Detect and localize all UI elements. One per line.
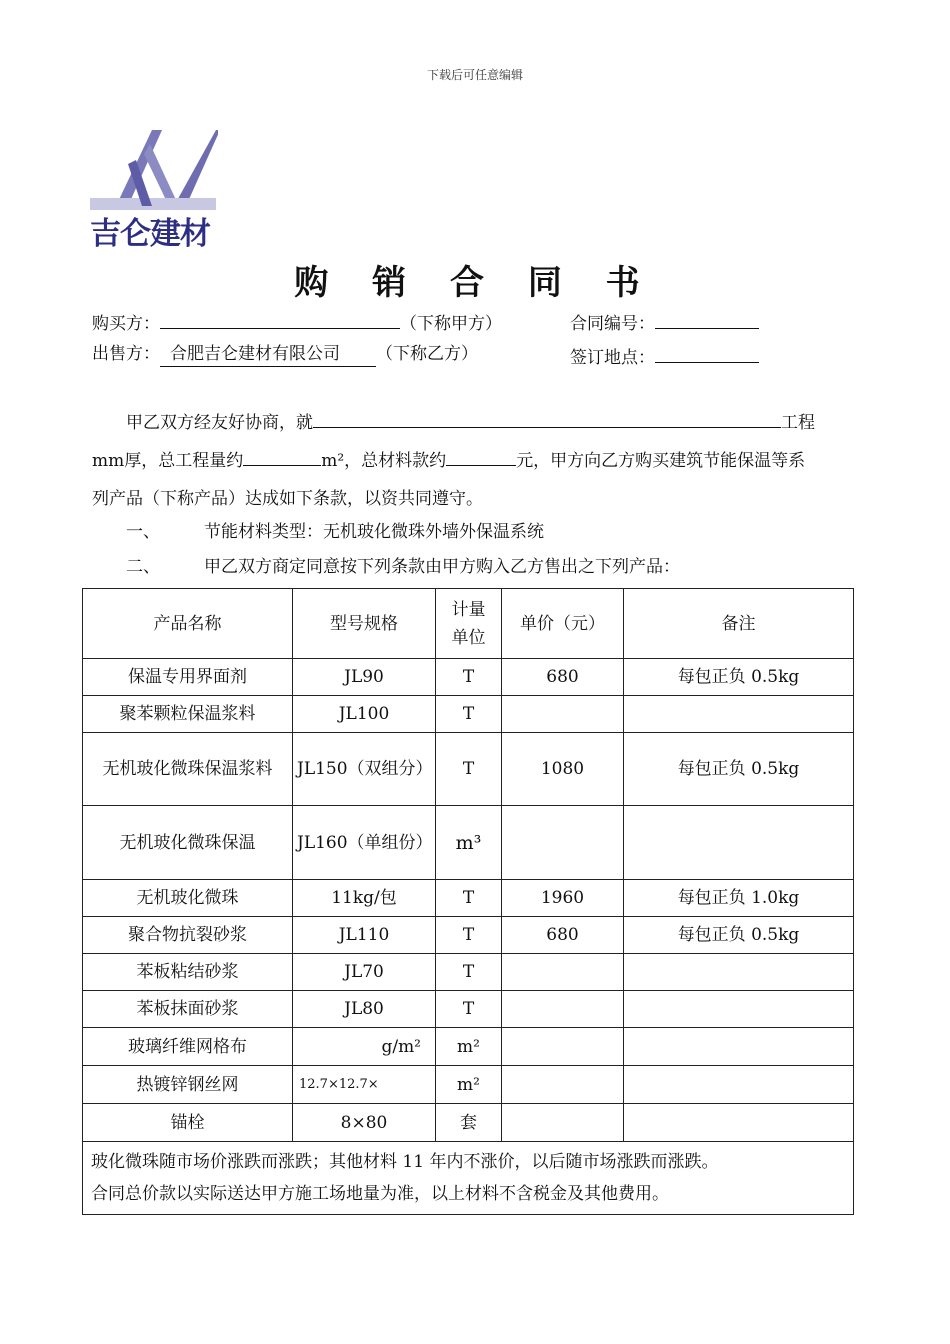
header-cell: 型号规格 bbox=[293, 589, 436, 659]
cell-price: 1960 bbox=[502, 880, 624, 917]
cell-name: 无机玻化微珠保温 bbox=[83, 806, 293, 880]
logo-mark-icon bbox=[88, 130, 218, 220]
cell-spec: JL110 bbox=[293, 917, 436, 954]
sign-place-line bbox=[570, 342, 759, 370]
cell-spec: 8×80 bbox=[293, 1104, 436, 1142]
amount-blank[interactable] bbox=[446, 445, 516, 466]
cell-spec: JL90 bbox=[293, 659, 436, 696]
cell-note bbox=[624, 954, 854, 991]
table-row bbox=[83, 991, 854, 1028]
sign-place-label: 签订地点： bbox=[570, 348, 655, 368]
cell-spec: JL150（双组分） bbox=[293, 733, 436, 806]
clause-1 bbox=[126, 520, 544, 544]
header-cell: 单价（元） bbox=[502, 589, 624, 659]
contract-no-label: 合同编号： bbox=[570, 314, 655, 334]
cell-price bbox=[502, 1066, 624, 1104]
table-row bbox=[83, 733, 854, 806]
seller-label: 出售方： bbox=[92, 344, 160, 364]
clause-2-num: 二、 bbox=[126, 557, 160, 577]
cell-unit: T bbox=[436, 954, 502, 991]
quantity-blank[interactable] bbox=[243, 445, 321, 466]
cell-unit: m³ bbox=[436, 806, 502, 880]
cell-price: 680 bbox=[502, 917, 624, 954]
cell-unit: m² bbox=[436, 1028, 502, 1066]
cell-price: 1080 bbox=[502, 733, 624, 806]
table-footer-row bbox=[83, 1142, 854, 1215]
cell-price bbox=[502, 1104, 624, 1142]
cell-price bbox=[502, 806, 624, 880]
sign-place-blank[interactable] bbox=[655, 342, 759, 363]
clause-1-text: 节能材料类型：无机玻化微珠外墙外保温系统 bbox=[204, 522, 544, 542]
cell-note: 每包正负 0.5kg bbox=[624, 917, 854, 954]
footer-note-1: 玻化微珠随市场价涨跌而涨跌；其他材料 11 年内不涨价，以后随市场涨跌而涨跌。 bbox=[91, 1152, 719, 1172]
table-row bbox=[83, 1028, 854, 1066]
cell-note: 每包正负 0.5kg bbox=[624, 733, 854, 806]
logo-text: 吉仑建材 bbox=[90, 216, 210, 252]
cell-unit: m² bbox=[436, 1066, 502, 1104]
buyer-blank[interactable] bbox=[160, 308, 400, 329]
product-table bbox=[82, 588, 854, 1215]
cell-unit: T bbox=[436, 880, 502, 917]
cell-price bbox=[502, 1028, 624, 1066]
cell-unit: T bbox=[436, 991, 502, 1028]
seller-name: 合肥吉仑建材有限公司 bbox=[160, 342, 376, 367]
cell-name: 玻璃纤维网格布 bbox=[83, 1028, 293, 1066]
cell-unit: T bbox=[436, 659, 502, 696]
header-cell: 产品名称 bbox=[83, 589, 293, 659]
cell-name: 苯板抹面砂浆 bbox=[83, 991, 293, 1028]
buyer-line bbox=[92, 308, 502, 336]
table-row bbox=[83, 880, 854, 917]
cell-name: 聚苯颗粒保温浆料 bbox=[83, 696, 293, 733]
clause-1-num: 一、 bbox=[126, 522, 160, 542]
header-note: 下载后可任意编辑 bbox=[426, 68, 523, 82]
cell-spec: JL100 bbox=[293, 696, 436, 733]
table-row bbox=[83, 806, 854, 880]
company-logo bbox=[88, 130, 218, 255]
cell-spec: g/m² bbox=[293, 1028, 436, 1066]
header-cell: 计量 单位 bbox=[436, 589, 502, 659]
intro-line-3: 列产品（下称产品）达成如下条款，以资共同遵守。 bbox=[92, 489, 483, 509]
cell-name: 无机玻化微珠 bbox=[83, 880, 293, 917]
cell-price bbox=[502, 991, 624, 1028]
cell-spec: 12.7×12.7× bbox=[293, 1066, 436, 1104]
table-row bbox=[83, 659, 854, 696]
cell-name: 热镀锌钢丝网 bbox=[83, 1066, 293, 1104]
intro-line-1: 甲乙双方经友好协商，就 工程 bbox=[92, 404, 860, 442]
cell-name: 保温专用界面剂 bbox=[83, 659, 293, 696]
cell-unit: T bbox=[436, 696, 502, 733]
cell-spec: JL70 bbox=[293, 954, 436, 991]
contract-no-blank[interactable] bbox=[655, 308, 759, 329]
cell-price: 680 bbox=[502, 659, 624, 696]
cell-name: 无机玻化微珠保温浆料 bbox=[83, 733, 293, 806]
clause-2 bbox=[126, 555, 680, 579]
footer-note-2: 合同总价款以实际送达甲方施工场地量为准，以上材料不含税金及其他费用。 bbox=[91, 1184, 669, 1204]
cell-price bbox=[502, 954, 624, 991]
intro-line-2: mm厚，总工程量约 m²，总材料款约 元，甲方向乙方购买建筑节能保温等系 bbox=[92, 442, 860, 480]
contract-no-line bbox=[570, 308, 759, 336]
cell-name: 锚栓 bbox=[83, 1104, 293, 1142]
buyer-label: 购买方： bbox=[92, 314, 160, 334]
cell-unit: T bbox=[436, 917, 502, 954]
cell-spec: 11kg/包 bbox=[293, 880, 436, 917]
cell-note bbox=[624, 1028, 854, 1066]
seller-suffix: （下称乙方） bbox=[376, 344, 478, 364]
cell-unit: 套 bbox=[436, 1104, 502, 1142]
cell-spec: JL160（单组份） bbox=[293, 806, 436, 880]
cell-spec: JL80 bbox=[293, 991, 436, 1028]
cell-name: 苯板粘结砂浆 bbox=[83, 954, 293, 991]
table-header-row bbox=[83, 589, 854, 659]
table-row bbox=[83, 1104, 854, 1142]
clause-2-text: 甲乙双方商定同意按下列条款由甲方购入乙方售出之下列产品： bbox=[204, 557, 680, 577]
document-title: 购 销 合 同 书 bbox=[294, 263, 656, 303]
cell-unit: T bbox=[436, 733, 502, 806]
seller-line bbox=[92, 342, 478, 367]
buyer-suffix: （下称甲方） bbox=[400, 314, 502, 334]
cell-note: 每包正负 1.0kg bbox=[624, 880, 854, 917]
table-row bbox=[83, 954, 854, 991]
header-cell: 备注 bbox=[624, 589, 854, 659]
table-row bbox=[83, 696, 854, 733]
cell-note bbox=[624, 991, 854, 1028]
cell-note bbox=[624, 696, 854, 733]
cell-note bbox=[624, 806, 854, 880]
table-footer-cell bbox=[83, 1142, 854, 1215]
cell-note: 每包正负 0.5kg bbox=[624, 659, 854, 696]
cell-name: 聚合物抗裂砂浆 bbox=[83, 917, 293, 954]
table-row bbox=[83, 1066, 854, 1104]
project-name-blank[interactable] bbox=[313, 407, 781, 428]
cell-note bbox=[624, 1104, 854, 1142]
cell-price bbox=[502, 696, 624, 733]
cell-note bbox=[624, 1066, 854, 1104]
table-row bbox=[83, 917, 854, 954]
intro-paragraph bbox=[92, 404, 860, 518]
